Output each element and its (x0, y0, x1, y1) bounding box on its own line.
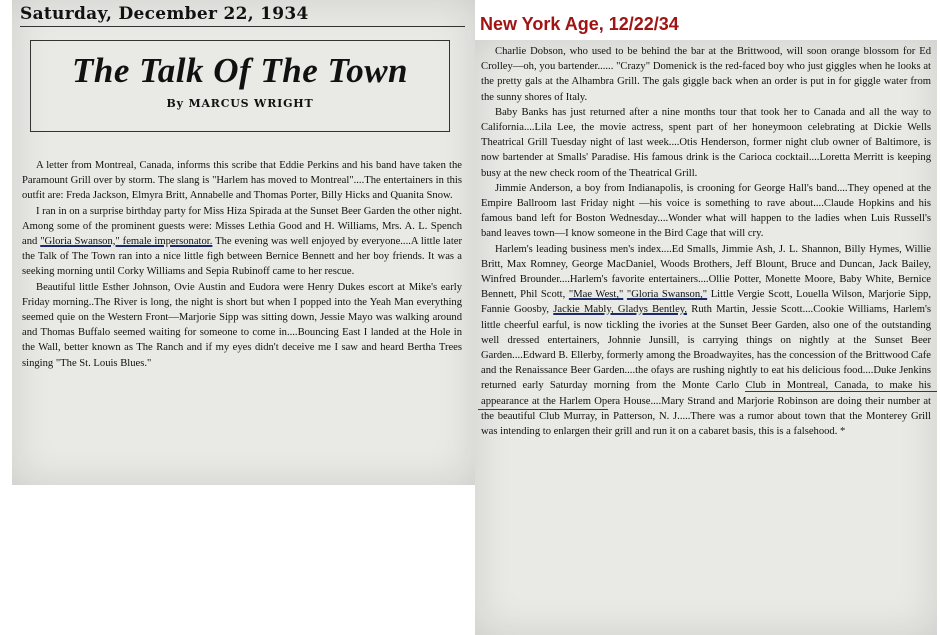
underlined-mae-west: "Mae West," (568, 289, 624, 301)
text-run: I ran in on a surprise birthday party for Miss Hiza Spirada at the Sunset Beer Garden the other night. Among some of the prominent guests were: Misses Lethia Good and H. Williams, Mrs. A. L. Spench and (22, 205, 462, 248)
masthead-box (30, 40, 450, 132)
byline: By MARCUS WRIGHT (166, 97, 314, 110)
text-run: Ruth Martin, Jessie Scott....Cookie Williams, Harlem's little cheerful earful, is now tickling the ivories at the Sunset Beer Garden, also one of the outstanding well dressed entertainers, Johnnie Junsill, is carrying things on nightly at the Sunset Beer Garden....Edward B. Ellerby, formerly among the Broadwayites, has the concession of the Brittwood Cafe and the Renaissance Beer Garden....the ofays are rushing nightly to eat his delicious food....Duke Jenkins returned early Saturday morning from the Monte Carlo Club in Montreal, Canada, to make his appearance at the Harlem Opera House....Mary Strand and Marjorie Robinson are doing their number at the beautiful Club Murray, in Patterson, N. J.....There was a rumor about town that the Monterey Grill was intending to enlargen their grill and run it on a cabaret basis, this is a falsehood. * (481, 304, 932, 438)
paragraph: Jimmie Anderson, a boy from Indianapolis, is crooning for George Hall's band....They opened at the Empire Ballroom last Friday night —his voice is something to rave about....Claude Hopkins and his famous band left for Boston Wednesday....Wonder what will happen to the ladies when Luis Russell's band leaves town—I know someone in the Bird Cage that will cry. (481, 182, 931, 240)
underlined-mably-bentley: Jackie Mably, Gladys Bentley, (553, 304, 688, 316)
dateline: Saturday, December 22, 1934 (20, 4, 465, 27)
left-column-clipping (12, 0, 475, 485)
masthead-title: The Talk Of The Town (71, 51, 409, 90)
right-article-body (481, 44, 931, 439)
text-run: The evening was well enjoyed by everyone....A little later the Talk of The Town ran into a nice little figh between Bernice Bennett and her boy friends. It was a seeking morning until Corky Williams and Sepia Rubinoff came to her rescue. (22, 236, 462, 278)
paragraph: Charlie Dobson, who used to be behind the bar at the Brittwood, will soon orange blossom for Ed Crolley—oh, you bartender...... "Crazy" Domenick is the red-faced boy who just giggles when he looks at the pretty gals at the Alhambra Grill. The gals giggle back when an order is put in for giggle water from the sunny shores of Italy. (481, 46, 931, 103)
text-run: Harlem's leading business men's index....Ed Smalls, Jimmie Ash, J. L. Shannon, Billy Hymes, Willie Britt, Max Romney, George MacDaniel, Woods Brothers, Jeff Blount, Bruce and Duncan, Jack Bailey, Winfred Brounder....Harlem's favorite entertainers....Ollie Potter, Monette Moore, Baby White, Bernice Bennett, Phil Scott, (481, 243, 931, 301)
left-article-body (22, 158, 462, 371)
source-title: New York Age, 12/22/34 (480, 14, 679, 34)
underlined-gloria-swanson: "Gloria Swanson," female impersonator. (40, 236, 213, 248)
text-run: Little Vergie Scott, Louella Wilson, Marjorie Sipp, Fannie Goosby, (481, 289, 932, 316)
red-marker-line (745, 391, 937, 392)
red-marker-line (478, 409, 608, 410)
right-column-clipping (475, 40, 937, 635)
underlined-gloria-swanson: "Gloria Swanson," (626, 289, 708, 301)
paragraph: Baby Banks has just returned after a nine months tour that took her to Canada and all the way to California....Lila Lee, the movie actress, spent part of her honeymoon celebrating at Dickie Wells Theatrical Grill Tuesday night of last week....Otis Henderson, former night club owner of Baltimore, is now bartender at Smalls' Paradise. His famous drink is the Carioca cocktail....Loretta Merritt is keeping busy at the new check room of the Theatrical Grill. (481, 106, 931, 179)
paragraph: Beautiful little Esther Johnson, Ovie Austin and Eudora were Henry Dukes escort at Mike's early Friday morning..The River is long, the night is short but when I popped into the Yeah Man everything seemed quie on the Western Front—Marjorie Sipp was sitting down, Jessie Mayo was walking around and Thomas Buffalo seemed waiting for someone to come in....Bouncing East I landed at the Hole in the Wall, better known as The Ranch and if my eyes didn't deceive me I saw and heard Bertha Trees singing "The St. Louis Blues." (22, 281, 462, 369)
paragraph: A letter from Montreal, Canada, informs this scribe that Eddie Perkins and his band have taken the Paramount Grill over by storm. The slang is "Harlem has moved to Montreal"....The entertainers in this outfit are: Freda Jackson, Elmyra Britt, Annabelle and Thomas Porter, Billy Hicks and Quanita Snow. (22, 160, 462, 202)
paragraph (22, 204, 462, 280)
